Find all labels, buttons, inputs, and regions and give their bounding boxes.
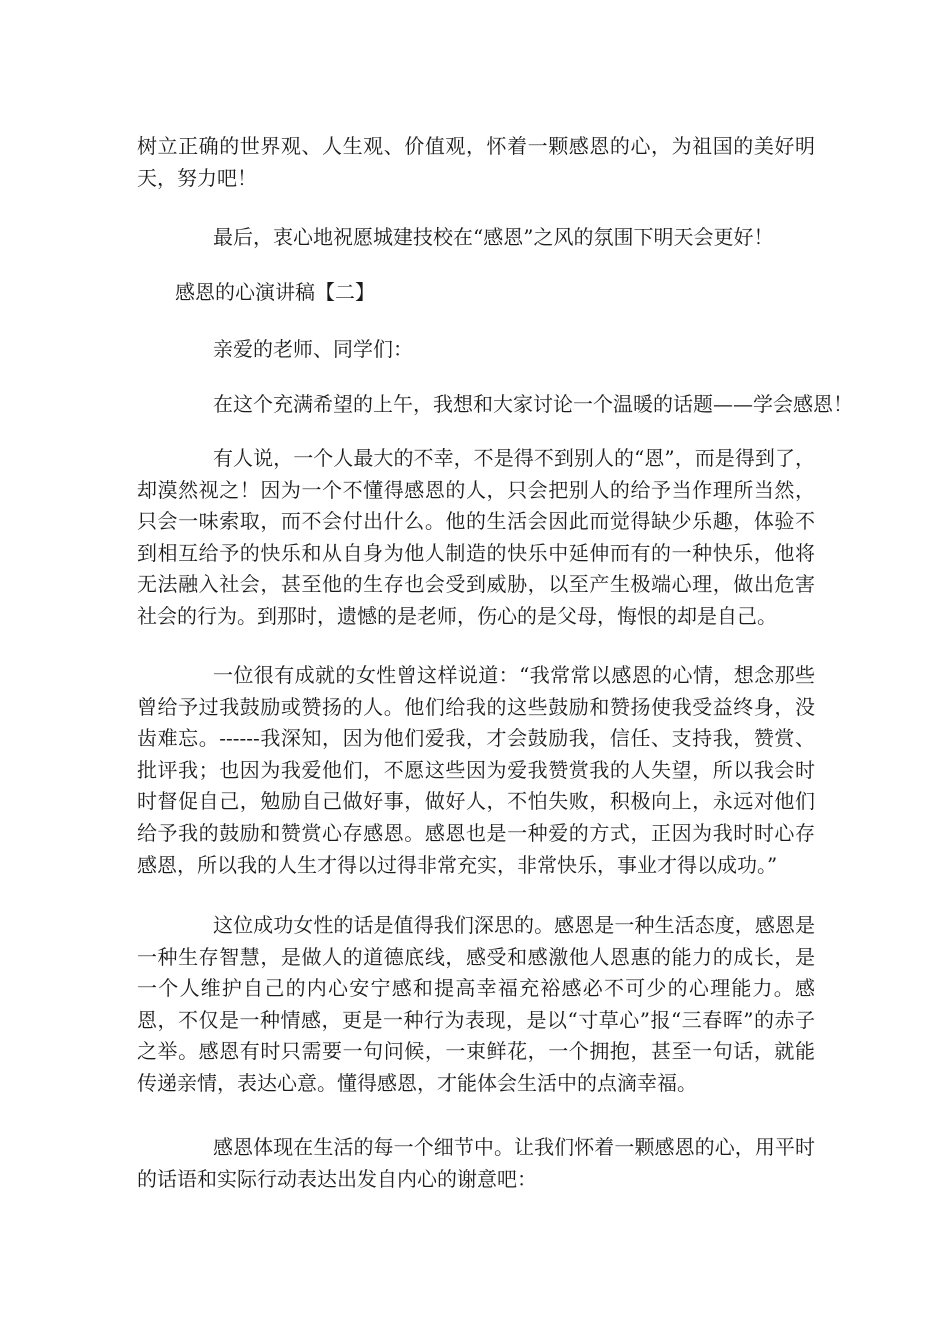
- paragraph-unhappiness: 有人说，一个人最大的不幸，不是得不到别人的“恩”，而是得到了，却漠然视之！因为一个不懂得感恩的人，只会把别人的给予当作理所当然，只会一味索取，而不会付出什么。他的生活会因此而觉得缺少乐趣，体验不到相互给予的快乐和从自身为他人制造的快乐中延伸而有的一种快乐，他将无法融入社会，甚至他的生存也会受到威胁，以至产生极端心理，做出危害社会的行为。到那时，遗憾的是老师，伤心的是父母，悔恨的却是自己。: [137, 446, 815, 628]
- salutation: 亲爱的老师、同学们：: [213, 337, 413, 361]
- paragraph-intro: 在这个充满希望的上午，我想和大家讨论一个温暖的话题——学会感恩！: [213, 392, 853, 416]
- section-title: 感恩的心演讲稿【二】: [175, 280, 375, 304]
- paragraph-quote: 一位很有成就的女性曾这样说道：“我常常以感恩的心情，想念那些曾给予过我鼓励或赞扬的人。他们给我的这些鼓励和赞扬使我受益终身，没齿难忘。------我深知，因为他们爱我，才会鼓励我，信任、支持我，赞赏、批评我；也因为我爱他们，不愿这些因为爱我赞赏我的人失望，所以我会时时督促自己，勉励自己做好事，做好人，不怕失败，积极向上，永远对他们给予我的鼓励和赞赏心存感恩。感恩也是一种爱的方式，正因为我时时心存感恩，所以我的人生才得以过得非常充实，非常快乐，事业才得以成功。”: [137, 663, 815, 877]
- paragraph-closing-wish: 最后，衷心地祝愿城建技校在“感恩”之风的氛围下明天会更好！: [213, 225, 774, 249]
- paragraph-details: 感恩体现在生活的每一个细节中。让我们怀着一颗感恩的心，用平时的话语和实际行动表达出发自内心的谢意吧：: [137, 1135, 815, 1191]
- paragraph-reflection: 这位成功女性的话是值得我们深思的。感恩是一种生活态度，感恩是一种生存智慧，是做人的道德底线，感受和感激他人恩惠的能力的成长，是一个人维护自己的内心安宁感和提高幸福充裕感必不可少的心理能力。感恩，不仅是一种情感，更是一种行为表现，是以“寸草心”报“三春晖”的赤子之举。感恩有时只需要一句问候，一束鲜花，一个拥抱，甚至一句话，就能传递亲情，表达心意。懂得感恩，才能体会生活中的点滴幸福。: [137, 913, 815, 1095]
- paragraph-continuation: 树立正确的世界观、人生观、价值观，怀着一颗感恩的心，为祖国的美好明天，努力吧！: [137, 134, 815, 190]
